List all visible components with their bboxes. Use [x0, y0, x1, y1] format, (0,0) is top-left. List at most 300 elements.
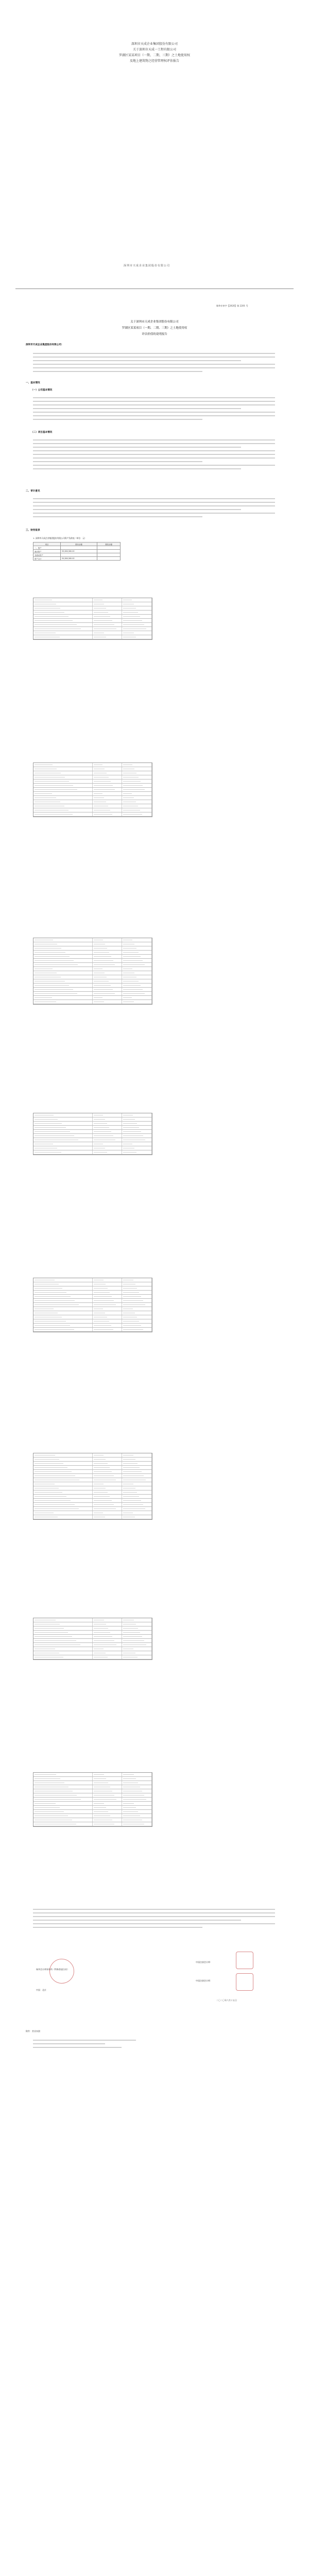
table-cell — [33, 1651, 93, 1655]
table-cell — [93, 946, 123, 950]
table-cell — [93, 1814, 123, 1818]
cover-line-2: 关于深圳市天成一工程有限公司 — [132, 48, 176, 52]
table-row — [33, 1639, 152, 1643]
table-cell — [33, 992, 93, 995]
table-cell — [122, 1618, 152, 1622]
table-cell — [122, 1000, 152, 1004]
table-cell — [93, 1495, 123, 1498]
table-cell — [93, 1142, 123, 1146]
table-row — [33, 775, 152, 779]
table-cell — [93, 967, 123, 971]
table-cell — [122, 1126, 152, 1129]
table-cell — [122, 1631, 152, 1634]
table-cell — [122, 800, 152, 804]
table-row — [33, 771, 152, 775]
table-cell — [93, 1000, 123, 1004]
table-cell — [93, 1773, 123, 1776]
table-row — [33, 1789, 152, 1793]
table-cell — [93, 1315, 123, 1319]
table-cell — [33, 984, 93, 987]
table-cell — [33, 1490, 93, 1494]
table-cell — [33, 1315, 93, 1319]
table-cell — [122, 942, 152, 946]
table-cell — [122, 767, 152, 771]
table-cell — [33, 784, 93, 787]
table-row — [33, 1134, 152, 1138]
table-row — [33, 1311, 152, 1315]
cpa-stamp-icon — [236, 1952, 253, 1969]
table-row — [33, 623, 152, 627]
table-cell — [122, 792, 152, 795]
table-row — [33, 1631, 152, 1635]
table-cell — [122, 1793, 152, 1797]
table-cell — [93, 1802, 123, 1805]
table-row — [33, 1773, 152, 1777]
table-cell — [33, 779, 93, 783]
table-cell — [33, 1319, 93, 1323]
cover-line-4: 及地上建筑物之经营管理权评估报告 — [129, 59, 179, 63]
table-cell — [93, 1785, 123, 1789]
table-row — [33, 788, 152, 792]
table-cell — [33, 808, 93, 812]
table-row — [33, 1458, 152, 1462]
table-row — [33, 1490, 152, 1495]
table-cell — [93, 1113, 123, 1117]
table-cell — [33, 1507, 93, 1511]
table-row — [33, 1328, 152, 1332]
table-cell — [122, 1486, 152, 1490]
table-cell — [93, 1295, 123, 1298]
table-cell — [33, 1806, 93, 1809]
table-cell — [93, 1482, 123, 1486]
table-cell — [33, 775, 93, 779]
table-cell — [122, 1507, 152, 1511]
table-cell: 59,286,560.00 — [60, 557, 97, 561]
table-row — [33, 938, 152, 942]
table-cell — [33, 763, 93, 767]
table-cell — [122, 1806, 152, 1809]
table-row — [33, 1798, 152, 1802]
table-cell — [122, 979, 152, 983]
table-cell — [93, 1307, 123, 1311]
table-cell — [122, 1511, 152, 1515]
table-cell — [93, 1789, 123, 1793]
table-cell — [33, 1303, 93, 1307]
table-cell — [93, 1515, 123, 1519]
table-row — [33, 635, 152, 639]
table-cell — [93, 767, 123, 771]
opinion-paragraph — [33, 496, 275, 520]
table-cell — [33, 627, 93, 631]
table-cell — [33, 1278, 93, 1282]
table-cell: 59,286,560.00 — [60, 550, 97, 553]
statement-table — [33, 1453, 152, 1520]
section-heading-5: 三、财务报表 — [26, 529, 40, 532]
table-cell — [93, 1328, 123, 1331]
table-row — [33, 1781, 152, 1785]
table-cell — [93, 1470, 123, 1473]
table-cell — [93, 1618, 123, 1622]
table-row — [33, 1282, 152, 1286]
cover-company-name: 深圳市天成企业集团股份有限公司 — [124, 264, 170, 267]
table-cell — [122, 946, 152, 950]
table-cell — [122, 1647, 152, 1651]
table-cell — [33, 1311, 93, 1315]
table-cell — [122, 1142, 152, 1146]
table-row — [33, 611, 152, 615]
table-cell — [93, 1303, 123, 1307]
table-header-cell: 期末余额 — [60, 543, 97, 546]
table-cell — [33, 955, 93, 958]
table-cell — [33, 963, 93, 967]
table-cell — [33, 1818, 93, 1822]
attachment-label: 附件：营业执照 — [26, 2030, 40, 2032]
table-row — [33, 1286, 152, 1291]
table-cell — [93, 800, 123, 804]
table-cell — [122, 1781, 152, 1785]
table-cell — [122, 955, 152, 958]
table-cell — [122, 963, 152, 967]
table-cell — [93, 1286, 123, 1290]
table-row — [33, 1474, 152, 1478]
table-cell — [93, 1291, 123, 1294]
statement-table — [33, 762, 152, 817]
table-cell — [122, 1474, 152, 1478]
table-cell — [33, 602, 93, 606]
table-cell — [33, 1462, 93, 1465]
table-row — [33, 996, 152, 1000]
table-caption: 1. 深圳市天成企业集团股份有限公司资产负债表（单位：元） — [33, 537, 87, 539]
table-cell — [33, 800, 93, 804]
table-cell — [33, 1639, 93, 1642]
table-cell — [93, 1319, 123, 1323]
statement-table — [33, 598, 152, 640]
table-row — [33, 553, 121, 557]
table-cell — [122, 1466, 152, 1469]
table-cell — [122, 1822, 152, 1826]
table-cell — [97, 550, 121, 553]
table-row — [33, 1150, 152, 1155]
balance-table — [33, 542, 121, 561]
table-row — [33, 615, 152, 619]
table-row — [33, 1291, 152, 1295]
table-row — [33, 804, 152, 808]
table-row — [33, 979, 152, 984]
table-cell — [93, 975, 123, 979]
table-cell — [93, 1503, 123, 1506]
table-cell — [93, 788, 123, 791]
statement-table — [33, 1772, 152, 1827]
table-row — [33, 1785, 152, 1789]
table-cell — [122, 1639, 152, 1642]
table-cell — [122, 635, 152, 639]
table-cell — [33, 1622, 93, 1626]
table-cell — [122, 619, 152, 622]
table-cell — [122, 992, 152, 995]
table-cell: 非流动资产 — [33, 553, 61, 557]
table-cell — [93, 1639, 123, 1642]
table-cell — [122, 779, 152, 783]
table-cell — [33, 635, 93, 639]
table-cell — [33, 1113, 93, 1117]
table-row — [33, 1113, 152, 1117]
table-cell — [60, 553, 97, 557]
table-cell — [33, 1453, 93, 1457]
table-cell — [93, 627, 123, 631]
report-reference: 瑞华专审字【2020】第 2201 号 — [216, 304, 248, 307]
table-cell — [93, 955, 123, 958]
table-cell — [33, 1822, 93, 1826]
table-cell — [33, 1643, 93, 1647]
table-cell — [122, 1130, 152, 1133]
table-cell: 资产合计 — [33, 557, 61, 561]
table-cell — [33, 1631, 93, 1634]
table-row — [33, 546, 121, 550]
table-cell — [93, 606, 123, 610]
table-cell — [122, 1818, 152, 1822]
table-cell — [93, 996, 123, 999]
table-cell — [93, 598, 123, 602]
table-cell — [122, 959, 152, 962]
table-cell — [93, 1651, 123, 1655]
table-cell — [33, 946, 93, 950]
project-paragraph — [33, 437, 275, 472]
table-cell — [122, 1503, 152, 1506]
table-row — [33, 967, 152, 971]
table-row — [33, 619, 152, 623]
table-cell — [93, 1478, 123, 1482]
table-cell — [122, 967, 152, 971]
table-row — [33, 1515, 152, 1519]
table-cell — [122, 1315, 152, 1319]
table-cell — [93, 804, 123, 808]
section-heading-3: （二）项目基本情况 — [31, 431, 53, 434]
table-cell — [93, 1458, 123, 1461]
table-cell — [122, 1643, 152, 1647]
table-row — [33, 963, 152, 967]
table-row — [33, 1814, 152, 1818]
table-row — [33, 808, 152, 812]
table-row — [33, 1818, 152, 1822]
table-cell — [97, 557, 121, 561]
table-cell — [93, 784, 123, 787]
table-row — [33, 1618, 152, 1622]
table-row — [33, 1462, 152, 1466]
table-cell — [122, 996, 152, 999]
report-title-2: 罗湖区某某项目（一期、二期、三期）之土地使用权 — [122, 327, 187, 330]
table-cell — [122, 988, 152, 991]
table-cell — [33, 1495, 93, 1498]
table-cell — [122, 1307, 152, 1311]
table-cell — [122, 1785, 152, 1789]
table-row — [33, 1503, 152, 1507]
table-cell — [33, 1282, 93, 1286]
table-cell — [93, 1647, 123, 1651]
table-cell — [33, 1655, 93, 1659]
table-cell — [93, 963, 123, 967]
table-cell — [93, 1474, 123, 1478]
table-cell — [93, 1499, 123, 1502]
table-cell — [122, 804, 152, 808]
table-row — [33, 784, 152, 788]
table-row — [33, 1793, 152, 1798]
table-row — [33, 1622, 152, 1626]
table-cell — [33, 1000, 93, 1004]
table-cell — [122, 1278, 152, 1282]
table-cell — [93, 1299, 123, 1302]
table-cell — [93, 1146, 123, 1150]
table-cell — [122, 1150, 152, 1154]
table-cell — [93, 1818, 123, 1822]
table-cell — [93, 1138, 123, 1142]
table-cell — [93, 611, 123, 614]
table-cell — [33, 959, 93, 962]
table-cell — [93, 1810, 123, 1814]
table-cell — [33, 942, 93, 946]
table-row — [33, 557, 121, 561]
table-cell — [122, 1453, 152, 1457]
report-addressee: 深圳市天成企业集团股份有限公司： — [26, 344, 64, 346]
table-cell — [122, 938, 152, 942]
table-row — [33, 606, 152, 611]
table-cell — [122, 1651, 152, 1655]
table-row — [33, 984, 152, 988]
report-title-1: 关于深圳市天成企业集团股份有限公司 — [130, 320, 179, 324]
table-cell — [33, 1515, 93, 1519]
table-row — [33, 812, 152, 817]
table-cell — [33, 1618, 93, 1622]
table-cell — [122, 1122, 152, 1125]
table-cell — [93, 1798, 123, 1801]
table-cell — [93, 984, 123, 987]
table-row — [33, 1486, 152, 1490]
table-cell — [33, 792, 93, 795]
cpa-label-2: 中国注册会计师： — [196, 1979, 212, 1982]
table-cell: 一、资产 — [33, 546, 61, 550]
table-cell — [93, 1626, 123, 1630]
table-cell — [122, 1134, 152, 1138]
table-cell — [33, 1503, 93, 1506]
table-cell — [122, 975, 152, 979]
table-cell — [93, 1134, 123, 1138]
closing-paragraph — [33, 1906, 275, 1930]
table-cell — [122, 611, 152, 614]
table-row — [33, 1130, 152, 1134]
table-row — [33, 1507, 152, 1511]
firm-seal-icon — [49, 1959, 74, 1984]
table-row — [33, 550, 121, 553]
table-cell — [122, 1777, 152, 1781]
table-cell — [122, 1328, 152, 1331]
table-cell — [33, 1150, 93, 1154]
table-cell — [93, 792, 123, 795]
table-cell — [33, 1478, 93, 1482]
cpa-label-1: 中国注册会计师： — [196, 1961, 212, 1963]
table-row — [33, 1802, 152, 1806]
table-cell — [122, 984, 152, 987]
table-cell — [33, 767, 93, 771]
table-cell — [93, 1622, 123, 1626]
table-row — [33, 1278, 152, 1282]
firm-name: 瑞华会计师事务所（特殊普通合伙） — [36, 1968, 69, 1971]
table-cell — [33, 1511, 93, 1515]
table-row — [33, 1647, 152, 1651]
table-cell — [33, 1291, 93, 1294]
table-cell — [33, 1146, 93, 1150]
table-row — [33, 1453, 152, 1458]
table-cell — [122, 1798, 152, 1801]
table-cell — [122, 796, 152, 800]
table-header-cell: 期初余额 — [97, 543, 121, 546]
table-cell — [33, 1482, 93, 1486]
table-cell — [122, 615, 152, 618]
table-cell — [33, 1781, 93, 1785]
table-row — [33, 1000, 152, 1004]
table-cell — [33, 1777, 93, 1781]
table-row — [33, 1655, 152, 1659]
table-cell — [93, 771, 123, 775]
table-cell — [33, 1138, 93, 1142]
table-cell — [122, 1515, 152, 1519]
table-row — [33, 792, 152, 796]
table-row — [33, 1470, 152, 1474]
table-row — [33, 1810, 152, 1814]
table-cell — [122, 1814, 152, 1818]
table-row — [33, 1138, 152, 1142]
table-row — [33, 1511, 152, 1515]
table-cell — [93, 619, 123, 622]
table-cell — [122, 1470, 152, 1473]
table-cell — [122, 788, 152, 791]
table-cell — [93, 1655, 123, 1659]
table-cell — [33, 1789, 93, 1793]
table-row — [33, 942, 152, 946]
table-cell — [33, 1773, 93, 1776]
table-cell: 流动资产 — [33, 550, 61, 553]
table-cell — [97, 546, 121, 550]
table-cell — [93, 1511, 123, 1515]
table-cell — [97, 553, 121, 557]
table-row — [33, 767, 152, 771]
table-cell — [33, 606, 93, 610]
table-cell — [93, 1311, 123, 1315]
statement-table — [33, 1113, 152, 1155]
table-cell — [122, 763, 152, 767]
table-cell — [33, 1486, 93, 1490]
table-cell — [93, 1777, 123, 1781]
table-cell — [93, 1278, 123, 1282]
table-row — [33, 1126, 152, 1130]
statement-table — [33, 1618, 152, 1660]
table-row — [33, 1307, 152, 1311]
table-cell — [93, 1130, 123, 1133]
table-cell — [33, 1122, 93, 1125]
table-cell — [33, 1499, 93, 1502]
table-cell — [33, 1307, 93, 1311]
table-cell — [33, 951, 93, 954]
table-cell — [122, 1789, 152, 1793]
table-row — [33, 1643, 152, 1647]
table-cell — [33, 996, 93, 999]
table-cell — [93, 779, 123, 783]
section-heading-2: （一）公司基本情况 — [31, 389, 53, 392]
table-cell — [122, 971, 152, 975]
table-cell — [33, 804, 93, 808]
table-cell — [122, 623, 152, 626]
table-row — [33, 1651, 152, 1655]
table-cell — [93, 796, 123, 800]
table-cell — [93, 959, 123, 962]
